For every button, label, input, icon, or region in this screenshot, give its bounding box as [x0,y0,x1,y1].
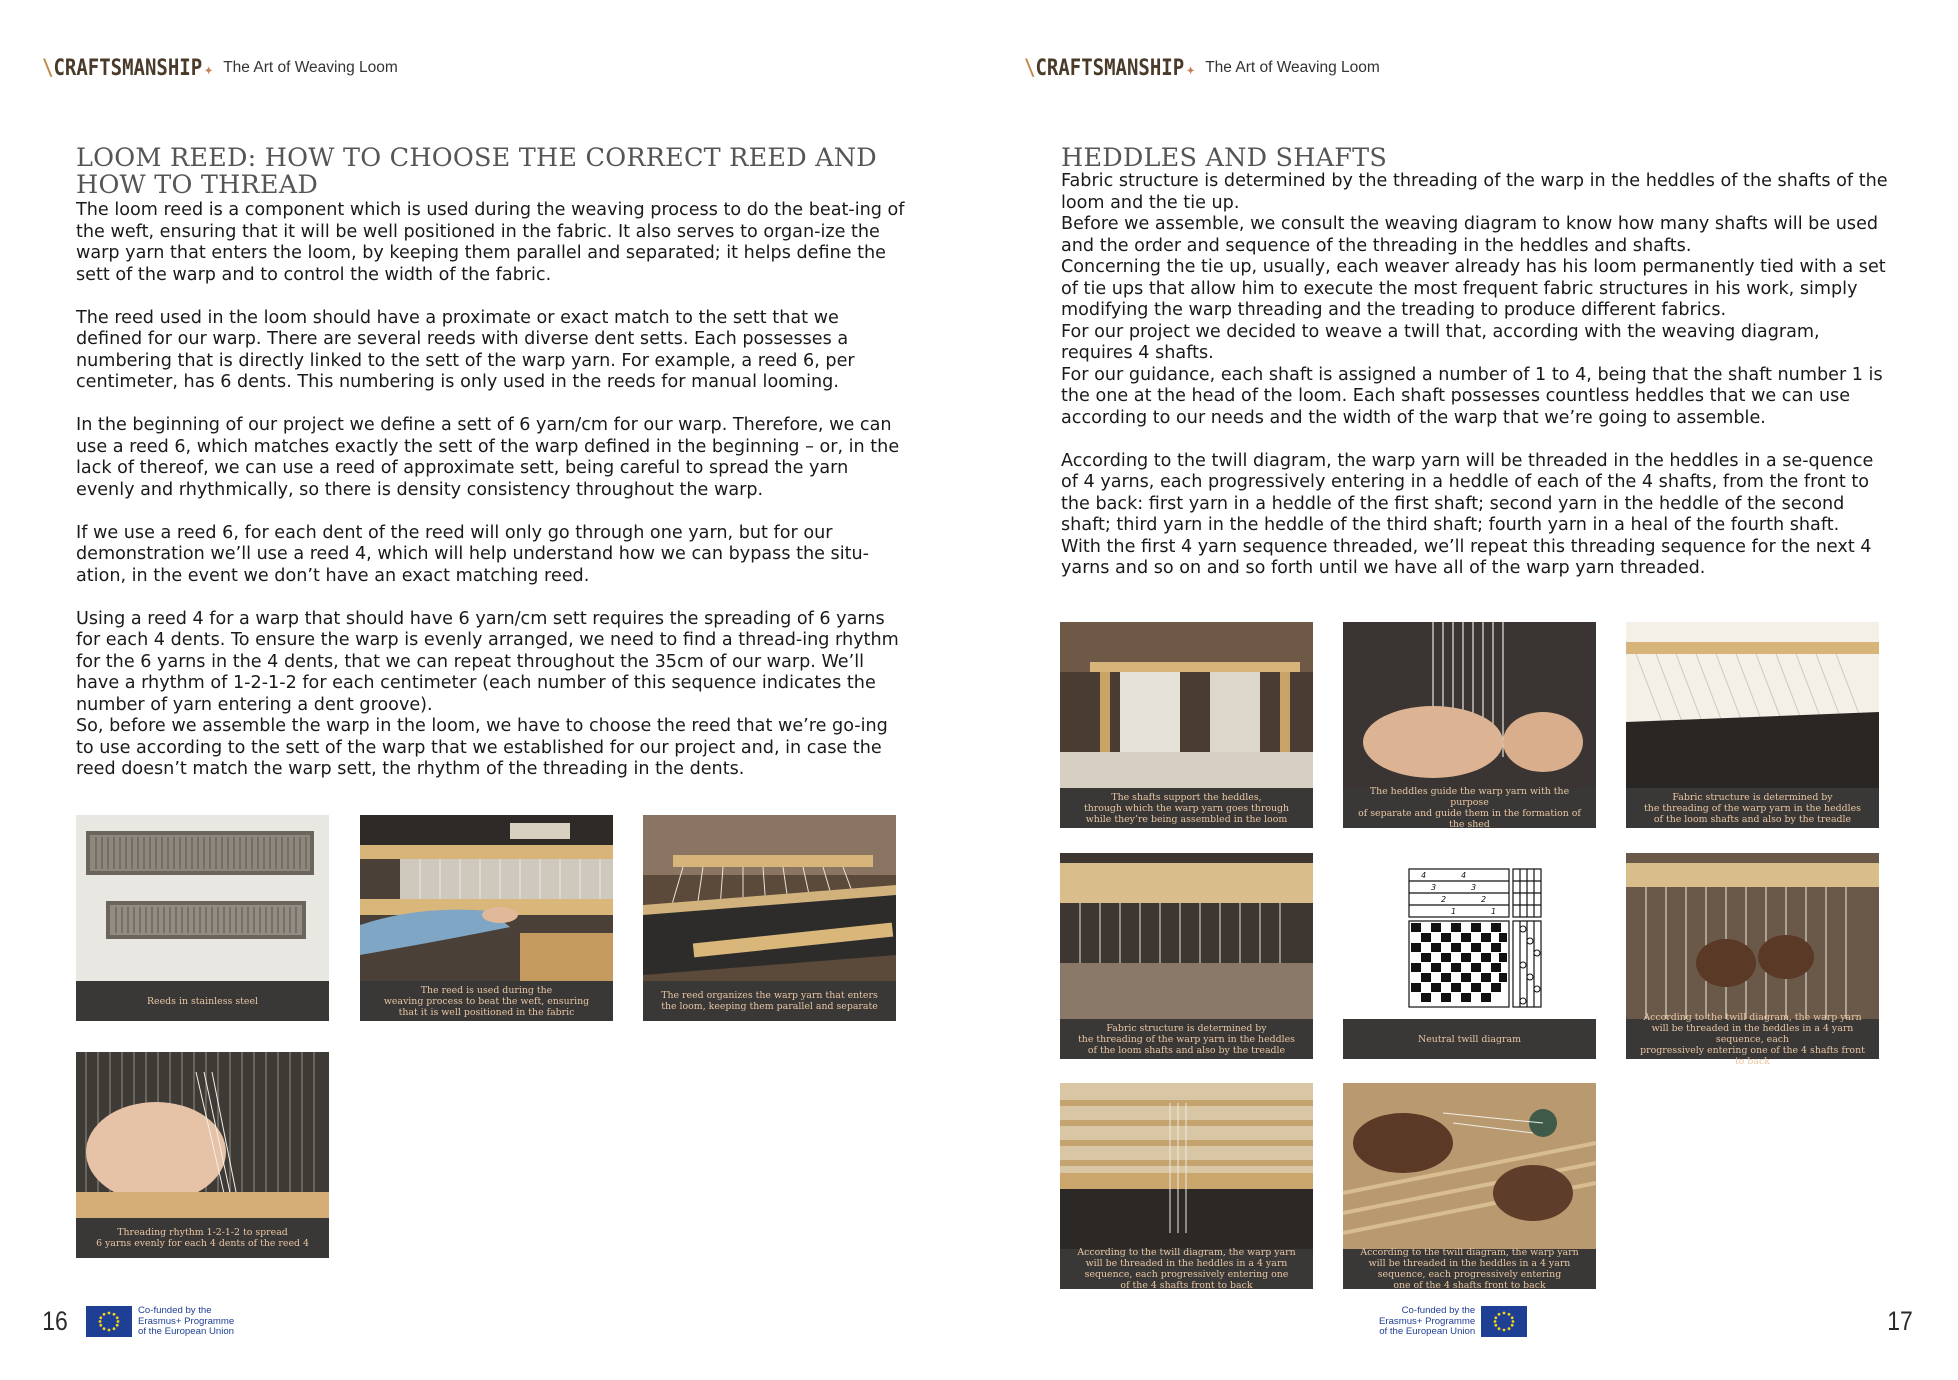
photo-caption: Fabric structure is determined by the threading of the warp yarn in the heddles of the loom shafts and also by the treadle [1626,788,1879,828]
eu-text: Co-funded by the [138,1305,212,1316]
paragraph: The loom reed is a component which is used during the weaving process to do the beat-ing of the weft, ensuring that it will be well positioned in the fabric. It also serves to organ-ize the warp yarn that enters the loom, by keeping them parallel and separated; it helps define the sett of the warp and to control the width of the fabric. [76,200,905,285]
diagram-number: 2 [1441,895,1447,904]
brand-subtitle: The Art of Weaving Loom [223,59,398,76]
page-title: HEDDLES AND SHAFTS [1061,143,1388,173]
photo-threading-rhythm [76,1052,329,1258]
paragraph: For our project we decided to weave a twill that, according with the weaving diagram, requires 4 shafts. [1061,321,1820,363]
paragraph: With the first 4 yarn sequence threaded, we’ll repeat this threading sequence for the next 4 yarns and so on and so forth until we have all of the warp yarn threaded. [1061,536,1872,578]
eu-flag-icon [86,1306,132,1337]
brand-subtitle: The Art of Weaving Loom [1205,59,1380,76]
diagram-number: 1 [1451,907,1457,916]
photo-caption: Reeds in stainless steel [76,981,329,1021]
paragraph: The reed used in the loom should have a proximate or exact match to the sett that we defined for our warp. There are several reeds with diverse dent setts. Each possesses a numbering that is directly linked to the sett of the warp yarn. For example, a reed 6, per centimeter, has 6 dents. This numbering is only used in the reeds for manual looming. [76,307,855,392]
photo-caption: The shafts support the heddles, through which the warp yarn goes through while they’re being assembled in the loom [1060,788,1313,828]
photo-threading-3 [1343,1083,1596,1289]
body-text [76,200,906,781]
eu-flag-icon [1481,1306,1527,1337]
brand-header [42,54,398,82]
photo-caption: The reed is used during the weaving process to beat the weft, ensuring that it is well positioned in the fabric [360,981,613,1021]
paragraph: According to the twill diagram, the warp yarn will be threaded in the heddles in a se-quence of 4 yarns, each progressively entering in a heddle of each of the 4 shafts, from the front to the back: first yarn in a heddle of the first shaft; second yarn in the heddle of the second shaft; third yarn in the heddle of the third shaft; fourth yarn in a heal of the fourth shaft. [1061,450,1874,535]
loom-image [1626,622,1879,788]
photo-threading [1626,853,1879,1067]
loom-image [643,815,896,981]
eu-funding [1379,1306,1527,1338]
loom-image [1060,622,1313,788]
photo-caption: The reed organizes the warp yarn that enters the loom, keeping them parallel and separate [643,981,896,1021]
photo-caption: The heddles guide the warp yarn with the purpose of separate and guide them in the formation of the shed [1343,788,1596,828]
photo-caption: Neutral twill diagram [1343,1019,1596,1059]
photo-reed-beating [360,815,613,1021]
twill-diagram-image [1343,853,1596,1019]
paragraph: Fabric structure is determined by the threading of the warp in the heddles of the shafts of the loom and the tie up. [1061,171,1888,213]
photo-heddles [1343,622,1596,828]
photo-treadle [1060,853,1313,1059]
craftsmanship-logo: \CRAFTSMANSHIP ✦ [1024,55,1196,81]
photo-caption: According to the twill diagram, the warp yarn will be threaded in the heddles in a 4 yarn sequence, each progressively entering one of the 4 shafts front to back [1626,1019,1879,1059]
eu-text: Erasmus+ Programme [1379,1315,1476,1327]
eu-text: of the European Union [138,1326,235,1337]
paragraph: If we use a reed 6, for each dent of the reed will only go through one yarn, but for our demonstration we’ll use a reed 4, which will help understand how we can bypass the situ-ation, in the event we don’t have an exact matching reed. [76,522,870,586]
eu-text: Erasmus+ Programme [138,1315,235,1327]
diagram-number: 4 [1461,871,1467,880]
diagram-number: 3 [1431,883,1437,892]
diagram-number: 4 [1421,871,1427,880]
body-text [1061,171,1891,580]
photo-caption: Fabric structure is determined by the threading of the warp yarn in the heddles of the loom shafts and also by the treadle [1060,1019,1313,1059]
right-page [979,0,1958,1380]
eu-text: of the European Union [1379,1326,1476,1337]
diagram-number: 2 [1481,895,1487,904]
threading-image [1060,1083,1313,1249]
reeds-image [76,815,329,981]
diagram-number: 1 [1491,907,1497,916]
photo-threading-2 [1060,1083,1313,1289]
heddles-image [1343,622,1596,788]
photo-fabric-structure [1626,622,1879,828]
photo-shafts [1060,622,1313,828]
craftsmanship-logo: \CRAFTSMANSHIP ✦ [42,55,214,81]
eu-funding [86,1306,234,1338]
paragraph: So, before we assemble the warp in the loom, we have to choose the reed that we’re go-ing to use according to the sett of the warp that we established for our project and, in case the reed doesn’t match the warp sett, the rhythm of the threading in the dents. [76,716,888,779]
page-number: 17 [1887,1306,1913,1336]
page-title: LOOM REED: HOW TO CHOOSE THE CORRECT REED AND HOW TO THREAD [76,143,877,200]
photo-reeds [76,815,329,1021]
photo-twill-diagram [1343,853,1596,1059]
paragraph: Using a reed 4 for a warp that should have 6 yarn/cm sett requires the spreading of 6 yarns for each 4 dents. To ensure the warp is evenly arranged, we need to find a thread-ing rhythm for the 6 yarns in the 4 dents, that we can repeat throughout the 35cm of our warp. We’ll have a rhythm of 1-2-1-2 for each centimeter (each number of this sequence indicates the number of yarn entering a dent groove). [76,608,899,715]
paragraph: In the beginning of our project we define a sett of 6 yarn/cm for our warp. Therefore, we can use a reed 6, which matches exactly the sett of the warp defined in the beginning – or, in the lack of thereof, we can use a reed of approximate sett, being careful to spread the yarn evenly and rhythmically, so there is density consistency throughout the warp. [76,415,900,500]
eu-text: Co-funded by the [1401,1305,1476,1316]
paragraph: Concerning the tie up, usually, each weaver already has his loom permanently tied with a set of tie ups that allow him to execute the most frequent fabric structures in his work, simply modifying the warp threading and the treading to produce different fabrics. [1061,257,1886,320]
page-number: 16 [42,1306,68,1336]
photo-caption: According to the twill diagram, the warp yarn will be threaded in the heddles in a 4 yarn sequence, each progressively entering one of the 4 shafts front to back [1060,1249,1313,1289]
brand-header [1024,54,1380,82]
threading-image [76,1052,329,1218]
loom-image [360,815,613,981]
loom-image [1060,853,1313,1019]
photo-reed-organizes [643,815,896,1021]
paragraph: For our guidance, each shaft is assigned a number of 1 to 4, being that the shaft number 1 is the one at the head of the loom. Each shaft possesses countless heddles that we can use according to our needs and the width of the warp that we’re going to assemble. [1061,364,1883,428]
threading-image [1343,1083,1596,1249]
threading-image [1626,853,1879,1019]
diagram-number: 3 [1471,883,1477,892]
photo-caption: According to the twill diagram, the warp yarn will be threaded in the heddles in a 4 yarn sequence, each progressively entering one of the 4 shafts front to back [1343,1249,1596,1289]
paragraph: Before we assemble, we consult the weaving diagram to know how many shafts will be used and the order and sequence of the threading in the heddles and shafts. [1061,214,1879,256]
photo-caption: Threading rhythm 1-2-1-2 to spread 6 yarns evenly for each 4 dents of the reed 4 [76,1218,329,1258]
